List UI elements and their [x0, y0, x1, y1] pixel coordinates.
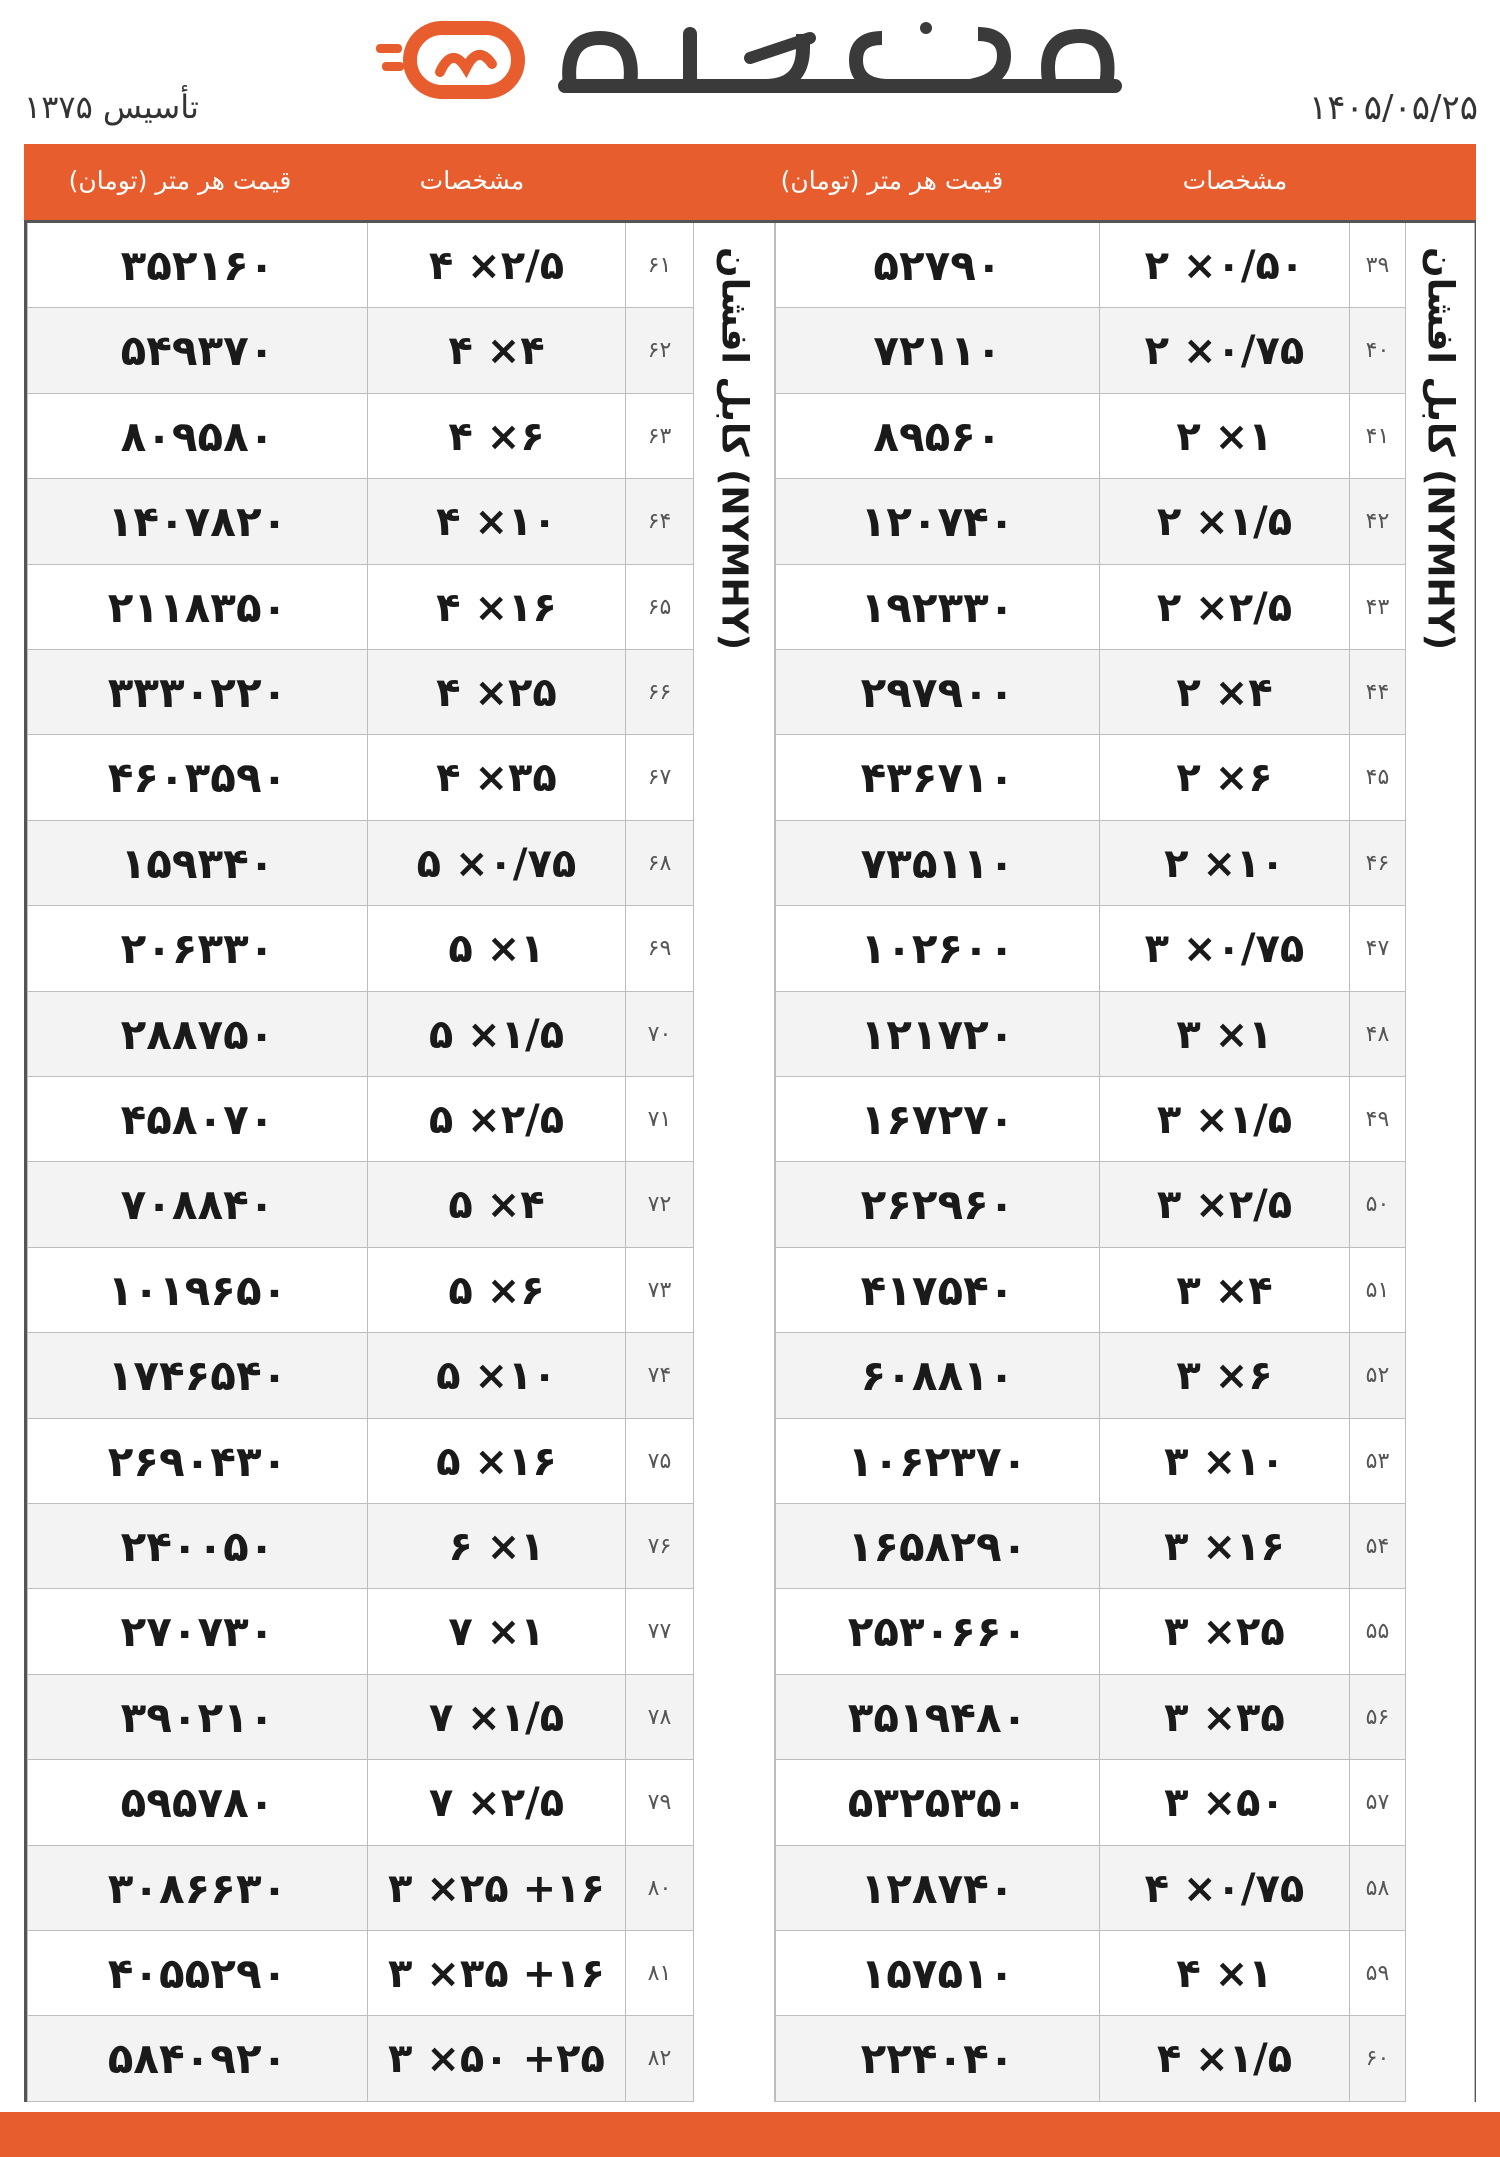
table-row — [775, 1077, 1405, 1162]
row-number: ۸۰ — [625, 1846, 693, 1932]
price-cell: ۳۹۰۲۱۰ — [27, 1675, 367, 1761]
table-row — [27, 479, 693, 564]
price-table — [24, 220, 1476, 2102]
table-row — [775, 906, 1405, 991]
established-year: تأسیس ۱۳۷۵ — [24, 88, 199, 126]
row-number: ۵۵ — [1349, 1589, 1405, 1675]
price-cell: ۲۵۳۰۶۶۰ — [775, 1589, 1099, 1675]
table-row — [775, 1333, 1405, 1418]
spec-cell: ۴ ×۱۶ — [367, 565, 625, 651]
price-cell: ۴۰۵۵۲۹۰ — [27, 1931, 367, 2017]
price-cell: ۴۶۰۳۵۹۰ — [27, 735, 367, 821]
price-cell: ۱۲۸۷۴۰ — [775, 1846, 1099, 1932]
spec-cell: ۷ ×۱ — [367, 1589, 625, 1675]
price-cell: ۲۸۸۷۵۰ — [27, 992, 367, 1078]
row-number: ۴۵ — [1349, 735, 1405, 821]
row-number: ۶۳ — [625, 394, 693, 480]
table-row — [775, 1504, 1405, 1589]
price-cell: ۵۲۷۹۰ — [775, 223, 1099, 309]
row-number: ۴۱ — [1349, 394, 1405, 480]
price-cell: ۵۴۹۳۷۰ — [27, 308, 367, 394]
header-price-right: قیمت هر متر (تومان) — [780, 166, 1004, 195]
price-cell: ۱۷۴۶۵۴۰ — [27, 1333, 367, 1419]
price-cell: ۳۳۳۰۲۲۰ — [27, 650, 367, 736]
row-number: ۴۲ — [1349, 479, 1405, 565]
row-number: ۷۸ — [625, 1675, 693, 1761]
row-number: ۴۳ — [1349, 565, 1405, 651]
table-row — [775, 1248, 1405, 1333]
table-row — [775, 992, 1405, 1077]
table-row — [27, 223, 693, 308]
table-row — [27, 2016, 693, 2101]
row-number: ۵۷ — [1349, 1760, 1405, 1846]
table-row — [775, 1760, 1405, 1845]
table-row — [27, 1760, 693, 1845]
row-number: ۷۹ — [625, 1760, 693, 1846]
row-number: ۷۵ — [625, 1419, 693, 1505]
table-row — [27, 565, 693, 650]
row-number: ۵۴ — [1349, 1504, 1405, 1590]
table-row — [27, 650, 693, 735]
table-row — [775, 223, 1405, 308]
row-number: ۷۲ — [625, 1162, 693, 1248]
table-row — [775, 735, 1405, 820]
row-number: ۶۹ — [625, 906, 693, 992]
group-label — [693, 223, 775, 2102]
spec-cell: ۵ ×۱۰ — [367, 1333, 625, 1419]
price-cell: ۱۵۷۵۱۰ — [775, 1931, 1099, 2017]
price-cell: ۳۵۲۱۶۰ — [27, 223, 367, 309]
spec-cell: ۵ ×۶ — [367, 1248, 625, 1334]
row-number: ۶۸ — [625, 821, 693, 907]
table-row — [775, 565, 1405, 650]
spec-cell: ۲ ×۰/۵۰ — [1099, 223, 1349, 309]
row-number: ۴۷ — [1349, 906, 1405, 992]
table-row — [27, 1931, 693, 2016]
table-header-bar — [24, 144, 1476, 220]
row-number: ۶۲ — [625, 308, 693, 394]
spec-cell: ۴ ×۰/۷۵ — [1099, 1846, 1349, 1932]
row-number: ۷۳ — [625, 1248, 693, 1334]
row-number: ۶۴ — [625, 479, 693, 565]
row-number: ۵۳ — [1349, 1419, 1405, 1505]
spec-cell: ۴ ×۱/۵ — [1099, 2016, 1349, 2102]
spec-cell: ۳ ×۲/۵ — [1099, 1162, 1349, 1248]
row-number: ۸۲ — [625, 2016, 693, 2102]
table-row — [775, 650, 1405, 735]
spec-cell: ۳ ×۲۵ — [1099, 1589, 1349, 1675]
row-number: ۶۶ — [625, 650, 693, 736]
table-row — [27, 1846, 693, 1931]
price-cell: ۱۰۱۹۶۵۰ — [27, 1248, 367, 1334]
spec-cell: ۳ ×۵۰ +۲۵ — [367, 2016, 625, 2102]
table-row — [27, 394, 693, 479]
price-cell: ۲۰۶۳۳۰ — [27, 906, 367, 992]
group-label-text: کابل افشان (NYMHY) — [1419, 247, 1461, 651]
price-cell: ۲۱۱۸۳۵۰ — [27, 565, 367, 651]
table-row — [27, 821, 693, 906]
row-number: ۵۲ — [1349, 1333, 1405, 1419]
price-cell: ۱۲۰۷۴۰ — [775, 479, 1099, 565]
footer-bar — [0, 2112, 1500, 2157]
price-cell: ۳۵۱۹۴۸۰ — [775, 1675, 1099, 1761]
spec-cell: ۴ ×۲۵ — [367, 650, 625, 736]
spec-cell: ۳ ×۳۵ — [1099, 1675, 1349, 1761]
row-number: ۵۶ — [1349, 1675, 1405, 1761]
group-label-text: کابل افشان (NYMHY) — [713, 247, 755, 651]
row-number: ۴۹ — [1349, 1077, 1405, 1163]
price-cell: ۵۸۴۰۹۲۰ — [27, 2016, 367, 2102]
table-row — [775, 1589, 1405, 1674]
row-number: ۴۸ — [1349, 992, 1405, 1078]
spec-cell: ۳ ×۴ — [1099, 1248, 1349, 1334]
row-number: ۶۰ — [1349, 2016, 1405, 2102]
price-cell: ۱۰۲۶۰۰ — [775, 906, 1099, 992]
row-number: ۴۰ — [1349, 308, 1405, 394]
price-cell: ۴۱۷۵۴۰ — [775, 1248, 1099, 1334]
price-cell: ۱۶۵۸۲۹۰ — [775, 1504, 1099, 1590]
price-cell: ۱۲۱۷۲۰ — [775, 992, 1099, 1078]
table-row — [775, 479, 1405, 564]
group-label — [1405, 223, 1475, 2102]
price-cell: ۸۹۵۶۰ — [775, 394, 1099, 480]
spec-cell: ۴ ×۱ — [1099, 1931, 1349, 2017]
price-cell: ۶۰۸۸۱۰ — [775, 1333, 1099, 1419]
row-number: ۵۹ — [1349, 1931, 1405, 2017]
table-row — [775, 1675, 1405, 1760]
price-cell: ۱۵۹۳۴۰ — [27, 821, 367, 907]
spec-cell: ۵ ×۱۶ — [367, 1419, 625, 1505]
row-number: ۳۹ — [1349, 223, 1405, 309]
table-row — [27, 1077, 693, 1162]
spec-cell: ۳ ×۲۵ +۱۶ — [367, 1846, 625, 1932]
row-number: ۶۷ — [625, 735, 693, 821]
row-number: ۷۰ — [625, 992, 693, 1078]
price-cell: ۱۰۶۲۳۷۰ — [775, 1419, 1099, 1505]
table-row — [775, 1846, 1405, 1931]
row-number: ۶۱ — [625, 223, 693, 309]
header-spec-right: مشخصات — [1182, 166, 1288, 195]
price-cell: ۱۴۰۷۸۲۰ — [27, 479, 367, 565]
row-number: ۷۶ — [625, 1504, 693, 1590]
logo-mark-icon — [370, 14, 1140, 114]
table-row — [27, 1162, 693, 1247]
row-number: ۵۰ — [1349, 1162, 1405, 1248]
spec-cell: ۵ ×۰/۷۵ — [367, 821, 625, 907]
table-row — [27, 308, 693, 393]
spec-cell: ۵ ×۱/۵ — [367, 992, 625, 1078]
spec-cell: ۲ ×۶ — [1099, 735, 1349, 821]
table-row — [775, 394, 1405, 479]
spec-cell: ۲ ×۲/۵ — [1099, 565, 1349, 651]
spec-cell: ۲ ×۴ — [1099, 650, 1349, 736]
spec-cell: ۵ ×۴ — [367, 1162, 625, 1248]
spec-cell: ۳ ×۱ — [1099, 992, 1349, 1078]
spec-cell: ۷ ×۱/۵ — [367, 1675, 625, 1761]
spec-cell: ۲ ×۱/۵ — [1099, 479, 1349, 565]
spec-cell: ۴ ×۴ — [367, 308, 625, 394]
price-cell: ۴۵۸۰۷۰ — [27, 1077, 367, 1163]
spec-cell: ۳ ×۶ — [1099, 1333, 1349, 1419]
price-cell: ۲۶۲۹۶۰ — [775, 1162, 1099, 1248]
table-row — [775, 821, 1405, 906]
header-spec-left: مشخصات — [419, 166, 525, 195]
table-row — [27, 1589, 693, 1674]
price-cell: ۲۴۰۰۵۰ — [27, 1504, 367, 1590]
table-row — [27, 1248, 693, 1333]
spec-cell: ۲ ×۱ — [1099, 394, 1349, 480]
table-row — [27, 1675, 693, 1760]
spec-cell: ۳ ×۱۰ — [1099, 1419, 1349, 1505]
price-cell: ۲۹۷۹۰۰ — [775, 650, 1099, 736]
row-number: ۶۵ — [625, 565, 693, 651]
table-row — [775, 1162, 1405, 1247]
price-list-date: ۱۴۰۵/۰۵/۲۵ — [1308, 88, 1478, 128]
spec-cell: ۳ ×۰/۷۵ — [1099, 906, 1349, 992]
row-number: ۷۷ — [625, 1589, 693, 1675]
table-row — [27, 1333, 693, 1418]
price-cell: ۴۳۶۷۱۰ — [775, 735, 1099, 821]
spec-cell: ۳ ×۵۰ — [1099, 1760, 1349, 1846]
price-cell: ۵۹۵۷۸۰ — [27, 1760, 367, 1846]
spec-cell: ۳ ×۱/۵ — [1099, 1077, 1349, 1163]
spec-cell: ۳ ×۱۶ — [1099, 1504, 1349, 1590]
spec-cell: ۴ ×۶ — [367, 394, 625, 480]
table-row — [775, 1419, 1405, 1504]
price-cell: ۱۹۲۳۳۰ — [775, 565, 1099, 651]
row-number: ۴۴ — [1349, 650, 1405, 736]
spec-cell: ۴ ×۱۰ — [367, 479, 625, 565]
table-row — [775, 2016, 1405, 2101]
table-row — [27, 735, 693, 820]
table-row — [27, 1504, 693, 1589]
price-cell: ۲۷۰۷۳۰ — [27, 1589, 367, 1675]
spec-cell: ۵ ×۱ — [367, 906, 625, 992]
spec-cell: ۵ ×۲/۵ — [367, 1077, 625, 1163]
row-number: ۴۶ — [1349, 821, 1405, 907]
price-cell: ۷۲۱۱۰ — [775, 308, 1099, 394]
spec-cell: ۳ ×۳۵ +۱۶ — [367, 1931, 625, 2017]
row-number: ۷۱ — [625, 1077, 693, 1163]
spec-cell: ۶ ×۱ — [367, 1504, 625, 1590]
price-cell: ۲۶۹۰۴۳۰ — [27, 1419, 367, 1505]
table-row — [775, 1931, 1405, 2016]
row-number: ۷۴ — [625, 1333, 693, 1419]
price-cell: ۵۳۲۵۳۵۰ — [775, 1760, 1099, 1846]
spec-cell: ۴ ×۲/۵ — [367, 223, 625, 309]
price-cell: ۸۰۹۵۸۰ — [27, 394, 367, 480]
row-number: ۵۱ — [1349, 1248, 1405, 1334]
header-price-left: قیمت هر متر (تومان) — [68, 166, 292, 195]
company-logo — [370, 14, 1140, 114]
row-number: ۸۱ — [625, 1931, 693, 2017]
spec-cell: ۴ ×۳۵ — [367, 735, 625, 821]
price-cell: ۲۲۴۰۴۰ — [775, 2016, 1099, 2102]
price-cell: ۱۶۷۲۷۰ — [775, 1077, 1099, 1163]
price-cell: ۷۳۵۱۱۰ — [775, 821, 1099, 907]
spec-cell: ۷ ×۲/۵ — [367, 1760, 625, 1846]
table-row — [27, 906, 693, 991]
row-number: ۵۸ — [1349, 1846, 1405, 1932]
price-cell: ۷۰۸۸۴۰ — [27, 1162, 367, 1248]
table-row — [27, 1419, 693, 1504]
table-row — [27, 992, 693, 1077]
table-row — [775, 308, 1405, 393]
spec-cell: ۲ ×۰/۷۵ — [1099, 308, 1349, 394]
price-cell: ۳۰۸۶۶۳۰ — [27, 1846, 367, 1932]
spec-cell: ۲ ×۱۰ — [1099, 821, 1349, 907]
